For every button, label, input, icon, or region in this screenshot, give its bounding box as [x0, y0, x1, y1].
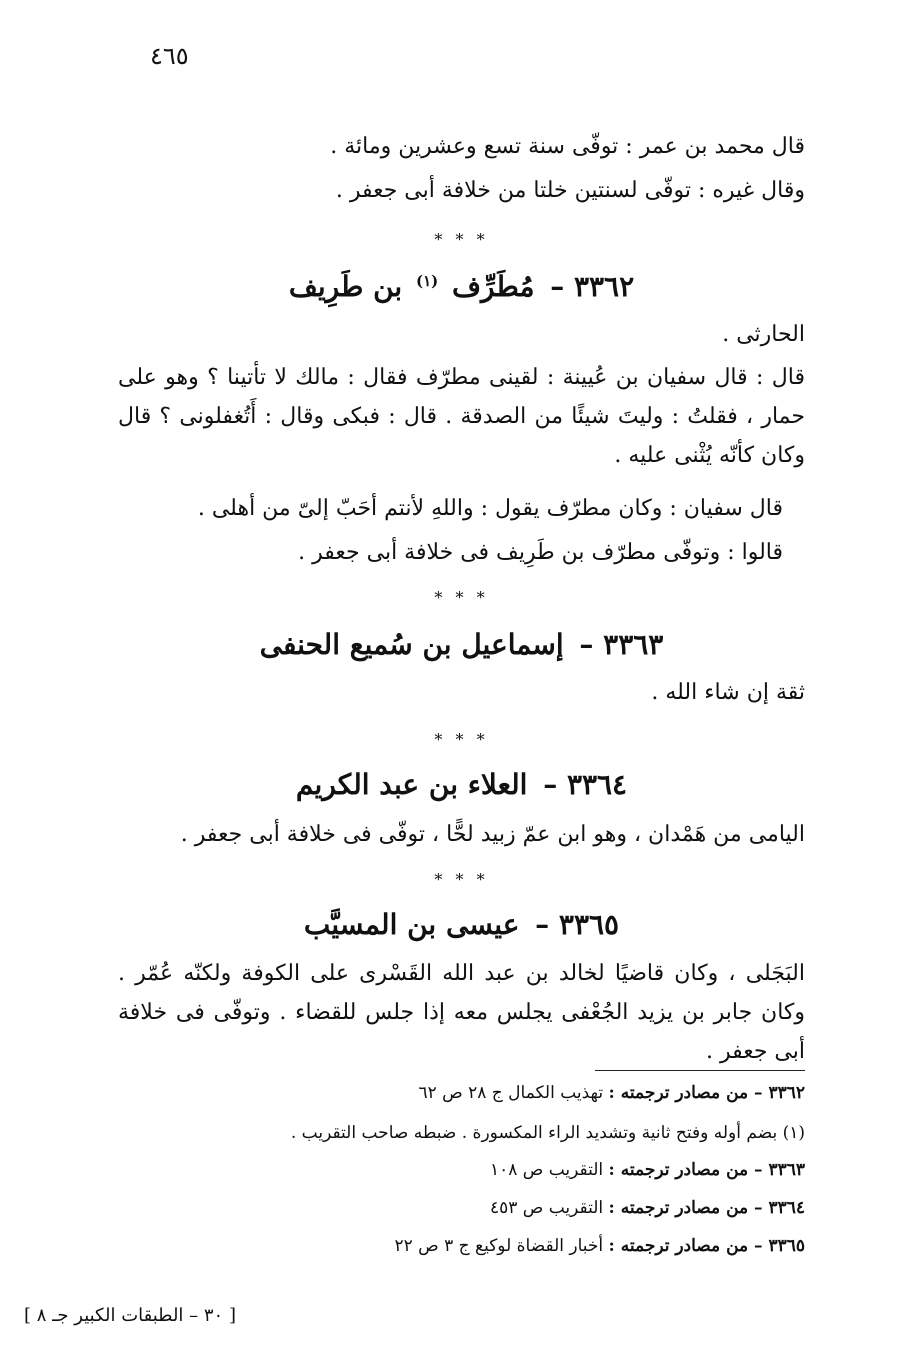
footnote-ref: (١) — [415, 271, 439, 290]
section-separator: * * * — [434, 230, 489, 249]
page-footer: [ ٣٠ – الطبقات الكبير جـ ٨ ] — [24, 1305, 236, 1326]
footnote-text: (١) بضم أوله وفتح ثانية وتشديد الراء المكسورة . ضبطه صاحب التقريب . — [290, 1123, 805, 1143]
entry-heading — [0, 768, 923, 801]
entry-line: الحارثى . — [722, 322, 805, 347]
footnote-text: التقريب ص ٤٥٣ — [489, 1198, 604, 1218]
opening-line: قال محمد بن عمر : توفّى سنة تسع وعشرين ومائة . — [330, 134, 805, 159]
entry-number: ٣٣٦٥ – — [535, 908, 620, 941]
entry-number: ٣٣٦٤ – — [543, 768, 628, 801]
footnote-label: ٣٣٦٥ – من مصادر ترجمته : — [608, 1236, 805, 1256]
entry-name: بن طَرِيف — [288, 270, 403, 303]
footnote — [394, 1236, 805, 1256]
entry-heading — [0, 908, 923, 941]
section-separator: * * * — [434, 730, 489, 749]
entry-line: ثقة إن شاء الله . — [651, 680, 805, 705]
footnote-divider — [595, 1070, 805, 1071]
entry-heading — [0, 270, 923, 303]
entry-line: قال سفيان : وكان مطرّف يقول : واللهِ لأنتم أحَبّ إلىّ من أهلى . — [197, 496, 783, 521]
footnote-label: ٣٣٦٤ – من مصادر ترجمته : — [608, 1198, 805, 1218]
page-number: ٤٦٥ — [150, 42, 189, 70]
entry-number: ٣٣٦٢ – — [550, 270, 635, 303]
footnote — [418, 1083, 805, 1103]
footnote-text: أخبار القضاة لوكيع ج ٣ ص ٢٢ — [394, 1236, 604, 1256]
section-separator: * * * — [434, 588, 489, 607]
entry-line: قالوا : وتوفّى مطرّف بن طَرِيف فى خلافة أبى جعفر . — [298, 540, 783, 565]
section-separator: * * * — [434, 870, 489, 889]
entry-number: ٣٣٦٣ – — [579, 628, 664, 661]
entry-line: اليامى من هَمْدان ، وهو ابن عمّ زبيد لحًّا ، توفّى فى خلافة أبى جعفر . — [180, 822, 805, 847]
entry-paragraph: البَجَلى ، وكان قاضيًا لخالد بن عبد الله القَسْرى على الكوفة ولكنّه عُمّر . وكان جابر بن يزيد الجُعْفى يجلس معه إذا جلس للقضاء . وتوفّى فى خلافة أبى جعفر . — [118, 961, 805, 1064]
footnote-label: ٣٣٦٣ – من مصادر ترجمته : — [608, 1160, 805, 1180]
footnote-label: ٣٣٦٢ – من مصادر ترجمته : — [608, 1083, 805, 1103]
entry-name: مُطَرِّف — [452, 270, 535, 303]
footnote — [490, 1160, 805, 1180]
entry-name: عيسى بن المسيَّب — [303, 908, 520, 941]
entry-name: إسماعيل بن سُميع الحنفى — [259, 628, 564, 661]
entry-paragraph: قال : قال سفيان بن عُيينة : لقينى مطرّف فقال : مالك لا تأتينا ؟ وهو على حمار ، فقلتُ : وليتَ شيئًا من الصدقة . قال : فبكى وقال : أَتُغفلونى ؟ قال وكان كأنّه يُثْنى عليه . — [118, 365, 805, 468]
footnote — [490, 1198, 805, 1218]
footnote — [291, 1123, 805, 1143]
entry-name: العلاء بن عبد الكريم — [295, 768, 528, 801]
entry-heading — [0, 628, 923, 661]
footnote-text: التقريب ص ١٠٨ — [489, 1160, 604, 1180]
opening-line: وقال غيره : توفّى لسنتين خلتا من خلافة أبى جعفر . — [335, 178, 805, 203]
footnote-text: تهذيب الكمال ج ٢٨ ص ٦٢ — [418, 1083, 604, 1103]
